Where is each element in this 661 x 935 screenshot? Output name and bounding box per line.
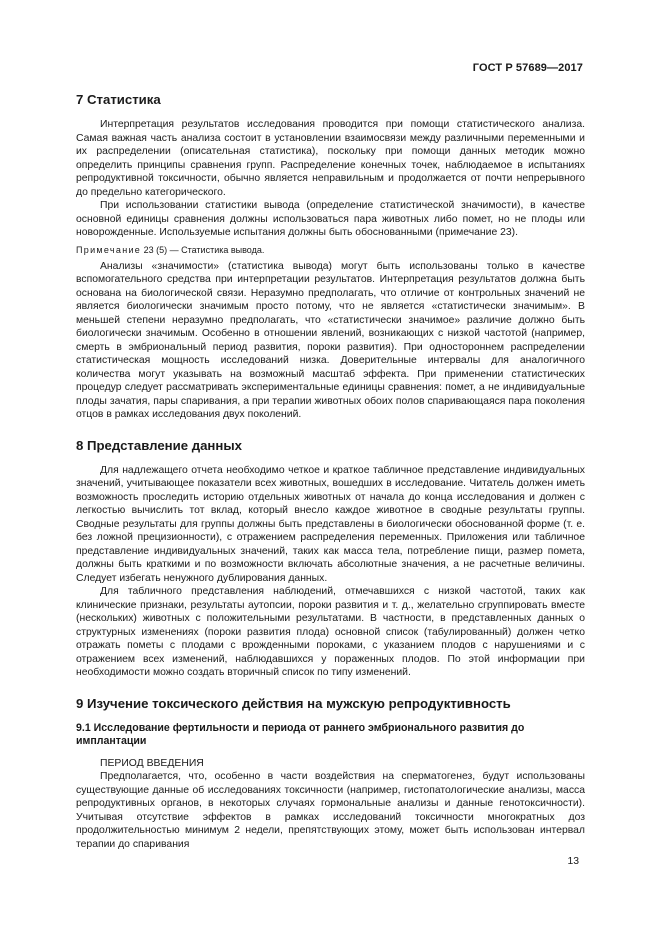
section-7-statistics: [76, 92, 585, 422]
section-9-male-reproduction: [76, 696, 585, 852]
page-content: [76, 92, 585, 867]
section-9-title: 9 Изучение токсического действия на мужскую репродуктивность: [76, 695, 511, 711]
section-8-title: 8 Представление данных: [76, 437, 242, 453]
standard-code-header: ГОСТ Р 57689—2017: [472, 62, 583, 74]
section-7-title: 7 Статистика: [76, 92, 161, 107]
section-9-paragraph-1: Предполагается, что, особенно в части воздействия на сперматогенез, будут использованы существующие данные об исследованиях токсичности (например, гистопатологические анализы, масса репродуктивных органов, в некоторых случаях гормональные анализы и данные генотоксичности). Учитывая отсутствие эффектов в рамках исследований токсичности многократных доз продолжительностью минимум 2 недели, препятствующих этому, может быть использован интервал терапии до спаривания: [76, 771, 585, 850]
section-8-data-presentation: [76, 438, 585, 680]
subsection-9-1: [76, 722, 585, 852]
section-7-paragraph-1: Интерпретация результатов исследования проводится при помощи статистического анализа. Самая важная часть анализа состоит в установлении взаимосвязи между различными переменными и их распределении (описательная статистика), поскольку при помощи данных методик можно определить принципы сравнения групп. Распределение конечных точек, наблюдаемое в испытаниях репродуктивной токсичности, обычно является неправильным и продолжается от почти непрерывного до предельно категорического.: [76, 119, 585, 198]
section-8-paragraph-2: Для табличного представления наблюдений, отмечавшихся с низкой частотой, таких как клинические признаки, результаты аутопсии, пороки развития и т. д., желательно сгруппировать вместе (нескольких) животных с положительными результатами. В частности, в представленных данных о структурных изменениях (пороки развития плода) основной список (табулированный) должен четко отражать пометы с плодами с врожденными пороками, с указанием плодов с нарушениями и с отражением всех изменений, наблюдавшихся у пораженных плодов. По этой информации при необходимости можно создать вторичный список по типу изменений.: [76, 586, 585, 678]
subsection-9-1-title: 9.1 Исследование фертильности и периода от раннего эмбрионального развития до имплантации: [76, 721, 525, 747]
note-text: 23 (5) — Статистика вывода.: [141, 244, 265, 255]
section-7-paragraph-2: При использовании статистики вывода (определение статистической значимости), в качестве основной единицы сравнения должны использоваться пара животных либо помет, но не плоды или новорожденные. Используемые испытания должны быть обоснованными (примечание 23).: [76, 200, 585, 238]
page-number: 13: [567, 856, 579, 867]
section-8-paragraph-1: Для надлежащего отчета необходимо четкое и краткое табличное представление индивидуальных значений, учитывающее показатели всех животных, вошедших в исследование. Читатель должен иметь возможность проследить историю отдельных животных от начала до конца исследования и должен с легкостью вычислить тот вклад, который внесло каждое животное в сводные результаты группы. Сводные результаты для группы должны быть представлены в биологически обоснованной форме (т. е. без ложной прецизионности), с отражением распределения переменных. Приложения или табличное представление индивидуальных значений, таких как масса тела, потребление пищи, размер помета, должны быть краткими и по возможности включать абсолютные значения, а не расчетные величины. Следует избегать ненужного дублирования данных.: [76, 464, 585, 584]
section-7-note: [76, 244, 585, 256]
section-7-paragraph-3: Анализы «значимости» (статистика вывода) могут быть использованы только в качестве вспомогательного средства при интерпретации результатов. Интерпретация результатов должна быть основана на биологической связи. Неразумно предполагать, что отличие от контрольных значений не является биологически значимым просто потому, что не является «статистически значимым». В меньшей степени неразумно предполагать, что «статистически значимое» различие должно быть биологически значимым. Особенно в отношении явлений, возникающих с низкой частотой (например, смерть в эмбриональный период развития, пороки развития). При одностороннем распределении статистическая мощность исследований низка. Доверительные интервалы для аналогичного количества могут указывать на возможный масштаб эффекта. При применении статистических процедур следует рассматривать экспериментальные единицы сравнения: помет, а не индивидуальные плоды зачатия, пары спаривания, а при терапии животных обоих полов спаривающаяся пара поколения отцов в рамках исследования двух поколений.: [76, 260, 585, 420]
note-label: Примечание: [76, 244, 142, 255]
period-label: ПЕРИОД ВВЕДЕНИЯ: [100, 757, 204, 769]
